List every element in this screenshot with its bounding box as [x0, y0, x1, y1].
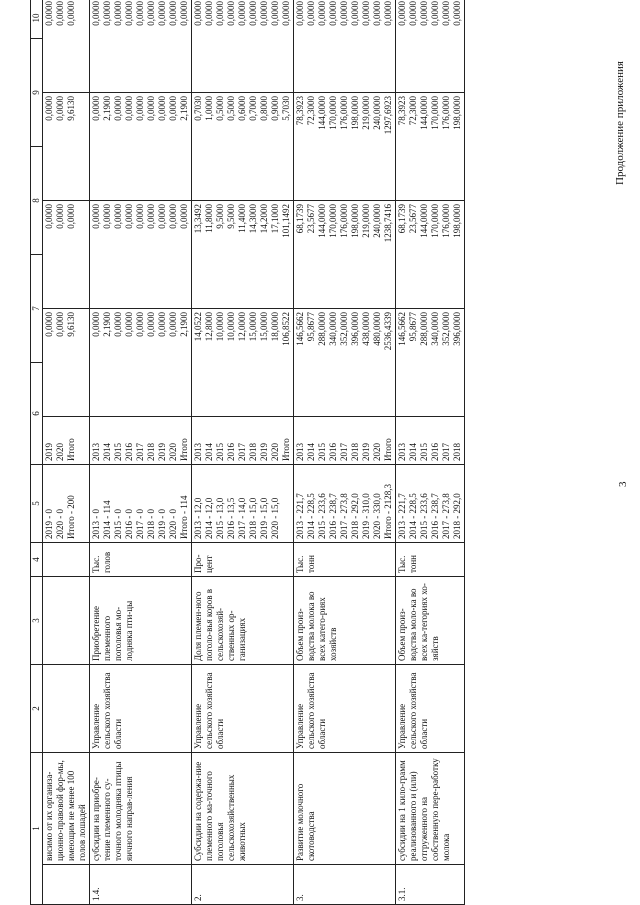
year-value: 2014 [408, 443, 418, 461]
funding-value: 396,0000 [350, 312, 360, 346]
year-value: 2019 [44, 443, 54, 461]
funding-value: 0,0000 [113, 1, 123, 26]
funding-value: 0,0000 [383, 1, 393, 26]
funding-value: 11,8000 [204, 204, 214, 233]
program-table [30, 0, 465, 905]
year-value: 2017 [237, 443, 247, 461]
funding-value: 0,0000 [248, 1, 258, 26]
funding-value: 0,0000 [124, 1, 134, 26]
funding-value: 2,1900 [179, 312, 189, 337]
funding-value: 0,8000 [259, 96, 269, 121]
planned-value: 2015 - 233,6 [419, 493, 429, 539]
funding-value: 480,0000 [372, 312, 382, 346]
year-value: 2019 [259, 443, 269, 461]
funding-value: 68,1739 [295, 204, 305, 234]
funding-value: 0,0000 [44, 1, 54, 26]
year-value: 2020 [55, 443, 65, 461]
funding-value: 10,0000 [215, 312, 225, 342]
table-row [90, 0, 192, 905]
planned-value: 2016 - 238,7 [430, 493, 440, 539]
planned-value: 2014 - 228,5 [408, 493, 418, 539]
year-value: 2016 [430, 443, 440, 461]
planned-values [43, 465, 90, 543]
funding-value: 14,3000 [248, 204, 258, 234]
year-value: 2013 [295, 443, 305, 461]
funding-value: 288,0000 [419, 312, 429, 346]
funding-values-3 [294, 93, 396, 201]
funding-value: 0,0000 [259, 1, 269, 26]
year-value: 2018 [146, 443, 156, 461]
planned-value: 2019 - 310,0 [361, 493, 371, 539]
funding-value: 13,3492 [193, 204, 203, 234]
row-number: 3.1. [396, 865, 465, 905]
year-values [192, 417, 294, 465]
funding-value: 23,5677 [408, 204, 418, 234]
funding-value: 9,5000 [226, 204, 236, 229]
column-header: 9 [31, 39, 43, 147]
planned-value: 2018 - 292,0 [452, 493, 462, 539]
funding-value: 198,0000 [350, 204, 360, 238]
year-value: 2018 [452, 443, 462, 461]
planned-value: 2013 - 221,7 [397, 493, 407, 539]
funding-value: 0,0000 [113, 204, 123, 229]
funding-value: 0,0000 [135, 204, 145, 229]
funding-values-2 [90, 201, 192, 309]
funding-value: 0,0000 [226, 1, 236, 26]
year-value: 2016 [124, 443, 134, 461]
funding-value: 146,5662 [295, 312, 305, 346]
funding-value: 0,0000 [44, 204, 54, 229]
row-unit: Тыс. тонн [396, 543, 465, 577]
funding-value: 10,0000 [226, 312, 236, 342]
column-header: 7 [31, 255, 43, 363]
funding-value: 0,0000 [441, 1, 451, 26]
funding-value: 0,0000 [124, 96, 134, 121]
planned-values [192, 465, 294, 543]
funding-value: 0,0000 [168, 96, 178, 121]
row-indicator: Объем произ-водства моло-ка во всех ка-тегориях хо-зяйств [396, 577, 465, 665]
year-value: 2013 [193, 443, 203, 461]
funding-value: 0,0000 [452, 1, 462, 26]
row-indicator: Доля племен-ного поголо-вья коров в сельскохозяй-ственных ор-ганизациях [192, 577, 294, 665]
funding-value: 198,0000 [350, 96, 360, 130]
row-name: субсидии на 1 кило-грамм реализованного и (или) отгруженного на собственную пере-работку молока [396, 753, 465, 865]
year-value: 2020 [372, 443, 382, 461]
funding-value: 170,0000 [328, 204, 338, 238]
column-header: 10 [31, 0, 43, 39]
funding-value: 72,3000 [306, 96, 316, 126]
funding-value: 78,3923 [295, 96, 305, 126]
funding-value: 0,0000 [102, 204, 112, 229]
row-name: Развитие молочного скотоводства [294, 753, 396, 865]
funding-value: 438,0000 [361, 312, 371, 346]
row-unit: Тыс. голов [90, 543, 192, 577]
year-value: 2016 [328, 443, 338, 461]
funding-value: 0,0000 [215, 1, 225, 26]
funding-value: 396,0000 [452, 312, 462, 346]
funding-values-3 [192, 93, 294, 201]
funding-values-2 [396, 201, 465, 309]
planned-value: 2015 - 233,6 [317, 493, 327, 539]
year-value: 2014 [102, 443, 112, 461]
funding-value: 176,0000 [339, 96, 349, 130]
funding-value: 12,0000 [237, 312, 247, 342]
planned-value: 2016 - 238,7 [328, 493, 338, 539]
funding-values-4 [192, 0, 294, 93]
funding-value: 144,0000 [419, 96, 429, 130]
funding-value: 0,0000 [113, 96, 123, 121]
funding-value: 0,0000 [372, 1, 382, 26]
column-header: 5 [31, 465, 43, 543]
funding-values-2 [192, 201, 294, 309]
funding-values-2 [43, 201, 90, 309]
year-value: 2015 [317, 443, 327, 461]
funding-values-4 [43, 0, 90, 93]
funding-values-4 [294, 0, 396, 93]
funding-value: 0,0000 [44, 312, 54, 337]
year-value: 2015 [113, 443, 123, 461]
funding-value: 0,0000 [430, 1, 440, 26]
planned-value: 2014 - 12,0 [204, 497, 214, 539]
year-values [396, 417, 465, 465]
funding-value: 0,0000 [350, 1, 360, 26]
row-indicator: Объем произ-водства молока во всех катего-риях хозяйств [294, 577, 396, 665]
planned-value: 2020 - 15,0 [270, 497, 280, 539]
funding-value: 68,1739 [397, 204, 407, 234]
funding-value: 0,0000 [408, 1, 418, 26]
table-row [294, 0, 396, 905]
funding-value: 0,0000 [124, 312, 134, 337]
funding-value: 198,0000 [452, 96, 462, 130]
row-indicator [43, 577, 90, 665]
funding-values-2 [294, 201, 396, 309]
year-value: 2015 [419, 443, 429, 461]
planned-value: 2019 - 0 [44, 509, 54, 539]
year-value: 2013 [91, 443, 101, 461]
planned-values [396, 465, 465, 543]
funding-value: 0,0000 [55, 312, 65, 337]
planned-value: Итого - 114 [179, 495, 189, 539]
planned-value: 2018 - 15,0 [248, 497, 258, 539]
planned-value: 2015 - 13,0 [215, 497, 225, 539]
planned-value: 2013 - 12,0 [193, 497, 203, 539]
planned-value: 2014 - 114 [102, 500, 112, 539]
funding-values-1 [90, 309, 192, 417]
year-value: Итого [281, 438, 291, 461]
funding-value: 0,0000 [124, 204, 134, 229]
row-executor: Управление сельского хозяйства области [396, 665, 465, 753]
row-number: 3. [294, 865, 396, 905]
planned-value: Итого - 200 [66, 495, 76, 539]
funding-value: 0,0000 [339, 1, 349, 26]
funding-value: 2,1900 [102, 312, 112, 337]
funding-value: 0,0000 [135, 312, 145, 337]
funding-value: 2536,4339 [383, 312, 393, 351]
planned-value: 2017 - 14,0 [237, 497, 247, 539]
funding-value: 106,8522 [281, 312, 291, 346]
column-header: 6 [31, 363, 43, 465]
funding-value: 2,1900 [179, 96, 189, 121]
row-executor: Управление сельского хозяйства области [294, 665, 396, 753]
funding-value: 0,0000 [113, 312, 123, 337]
continuation-label: Продолжение приложения [614, 61, 626, 185]
funding-value: 14,2000 [259, 204, 269, 234]
row-name: субсидии на приобре-тение племенного су-точного молодняка птицы яичного направ-ления [90, 753, 192, 865]
funding-value: 219,0000 [361, 204, 371, 238]
planned-value: 2013 - 221,7 [295, 493, 305, 539]
row-indicator: Приобретение племенного поголовья мо-лодняка пти-цы [90, 577, 192, 665]
funding-value: 176,0000 [441, 96, 451, 130]
funding-value: 0,0000 [168, 312, 178, 337]
funding-value: 0,0000 [55, 204, 65, 229]
funding-value: 352,0000 [441, 312, 451, 346]
funding-value: 0,0000 [306, 1, 316, 26]
year-value: 2015 [215, 443, 225, 461]
planned-value: 2014 - 228,5 [306, 493, 316, 539]
funding-value: 0,0000 [135, 1, 145, 26]
funding-value: 0,0000 [66, 204, 76, 229]
funding-value: 340,0000 [328, 312, 338, 346]
planned-value: 2013 - 0 [91, 509, 101, 539]
year-value: 2018 [350, 443, 360, 461]
funding-values-1 [294, 309, 396, 417]
funding-value: 219,0000 [361, 96, 371, 130]
funding-value: 0,5000 [215, 96, 225, 121]
funding-value: 0,0000 [295, 1, 305, 26]
row-unit [43, 543, 90, 577]
column-header: 4 [31, 543, 43, 577]
funding-value: 288,0000 [317, 312, 327, 346]
funding-value: 176,0000 [339, 204, 349, 238]
funding-value: 1,0000 [204, 96, 214, 121]
planned-value: 2020 - 0 [168, 509, 178, 539]
planned-value: 2016 - 13,5 [226, 497, 236, 539]
funding-value: 0,0000 [179, 1, 189, 26]
funding-value: 15,0000 [259, 312, 269, 342]
planned-value: 2019 - 15,0 [259, 497, 269, 539]
row-number [43, 865, 90, 905]
funding-value: 0,0000 [157, 1, 167, 26]
funding-value: 0,0000 [168, 204, 178, 229]
year-value: 2014 [204, 443, 214, 461]
planned-value: 2016 - 0 [124, 509, 134, 539]
row-unit: Тыс. тонн [294, 543, 396, 577]
funding-value: 0,0000 [193, 1, 203, 26]
planned-value: 2017 - 273,8 [339, 493, 349, 539]
funding-value: 0,0000 [66, 1, 76, 26]
planned-value: 2017 - 273,8 [441, 493, 451, 539]
funding-value: 0,0000 [146, 1, 156, 26]
year-value: Итого [383, 438, 393, 461]
table-body [43, 0, 465, 905]
year-values [43, 417, 90, 465]
planned-values [90, 465, 192, 543]
year-value: 2019 [361, 443, 371, 461]
funding-value: 0,0000 [55, 96, 65, 121]
funding-values-4 [396, 0, 465, 93]
planned-value: 2017 - 0 [135, 509, 145, 539]
funding-value: 72,3000 [408, 96, 418, 126]
funding-value: 14,0522 [193, 312, 203, 342]
year-value: 2019 [157, 443, 167, 461]
planned-values [294, 465, 396, 543]
table-row [396, 0, 465, 905]
funding-value: 0,0000 [419, 1, 429, 26]
table-row [192, 0, 294, 905]
row-executor [43, 665, 90, 753]
funding-value: 17,1000 [270, 204, 280, 234]
funding-value: 23,5677 [306, 204, 316, 234]
funding-values-3 [90, 93, 192, 201]
funding-value: 0,0000 [317, 1, 327, 26]
funding-value: 170,0000 [430, 96, 440, 130]
funding-value: 146,5662 [397, 312, 407, 346]
page-number: 3 [617, 481, 629, 487]
funding-value: 0,7030 [193, 96, 203, 121]
funding-value: 144,0000 [317, 204, 327, 238]
year-value: 2017 [339, 443, 349, 461]
funding-value: 0,0000 [157, 96, 167, 121]
planned-value: 2018 - 0 [146, 509, 156, 539]
funding-value: 9,6130 [66, 96, 76, 121]
funding-value: 18,0000 [270, 312, 280, 342]
funding-value: 0,0000 [361, 1, 371, 26]
funding-value: 0,0000 [281, 1, 291, 26]
year-value: Итого [66, 438, 76, 461]
year-value: 2020 [270, 443, 280, 461]
funding-value: 0,0000 [204, 1, 214, 26]
funding-value: 0,5000 [226, 96, 236, 121]
funding-value: 340,0000 [430, 312, 440, 346]
planned-value: 2020 - 0 [55, 509, 65, 539]
funding-value: 95,8677 [306, 312, 316, 342]
funding-value: 0,0000 [135, 96, 145, 121]
funding-value: 0,0000 [146, 96, 156, 121]
row-name: Субсидии на содержа-ние племенного ма-точного поголовья сельскохозяйственных животных [192, 753, 294, 865]
funding-values-3 [396, 93, 465, 201]
funding-value: 170,0000 [328, 96, 338, 130]
funding-value: 0,0000 [157, 312, 167, 337]
funding-value: 95,8677 [408, 312, 418, 342]
funding-value: 0,0000 [270, 1, 280, 26]
funding-value: 101,1492 [281, 204, 291, 238]
funding-value: 9,5000 [215, 204, 225, 229]
funding-value: 0,0000 [55, 1, 65, 26]
funding-values-4 [90, 0, 192, 93]
year-value: 2018 [248, 443, 258, 461]
funding-value: 0,0000 [397, 1, 407, 26]
planned-value: Итого - 2128,3 [383, 483, 393, 539]
funding-value: 0,0000 [237, 1, 247, 26]
year-value: Итого [179, 438, 189, 461]
funding-value: 0,0000 [91, 312, 101, 337]
row-executor: Управление сельского хозяйства области [192, 665, 294, 753]
column-header: 3 [31, 577, 43, 665]
funding-value: 144,0000 [419, 204, 429, 238]
year-value: 2020 [168, 443, 178, 461]
row-number: 1.4. [90, 865, 192, 905]
planned-value: 2020 - 330,0 [372, 493, 382, 539]
year-value: 2014 [306, 443, 316, 461]
funding-value: 5,7030 [281, 96, 291, 121]
funding-value: 0,0000 [179, 204, 189, 229]
column-header: 8 [31, 147, 43, 255]
year-value: 2013 [397, 443, 407, 461]
funding-value: 170,0000 [430, 204, 440, 238]
funding-value: 352,0000 [339, 312, 349, 346]
funding-value: 78,3923 [397, 96, 407, 126]
funding-value: 0,0000 [328, 1, 338, 26]
row-executor: Управление сельского хозяйства области [90, 665, 192, 753]
funding-values-1 [192, 309, 294, 417]
year-value: 2016 [226, 443, 236, 461]
funding-value: 0,0000 [91, 204, 101, 229]
funding-value: 2,1900 [102, 96, 112, 121]
funding-value: 0,0000 [168, 1, 178, 26]
funding-values-3 [43, 93, 90, 201]
funding-value: 11,4000 [237, 204, 247, 233]
funding-value: 240,0000 [372, 96, 382, 130]
row-name: висимо от их организа-ционно-правовой фор-мы, имеющим не менее 100 голов лошадей [43, 753, 90, 865]
year-value: 2017 [135, 443, 145, 461]
year-values [90, 417, 192, 465]
row-unit: Про-цент [192, 543, 294, 577]
funding-value: 0,9000 [270, 96, 280, 121]
row-number: 2. [192, 865, 294, 905]
funding-value: 1297,6923 [383, 96, 393, 135]
funding-value: 198,0000 [452, 204, 462, 238]
table-header [31, 0, 43, 905]
funding-value: 0,0000 [146, 204, 156, 229]
planned-value: 2019 - 0 [157, 509, 167, 539]
funding-value: 0,0000 [146, 312, 156, 337]
column-header: 1 [31, 753, 43, 905]
funding-value: 1238,7416 [383, 204, 393, 243]
funding-value: 144,0000 [317, 96, 327, 130]
year-value: 2017 [441, 443, 451, 461]
funding-value: 0,0000 [157, 204, 167, 229]
funding-value: 0,6000 [237, 96, 247, 121]
funding-values-1 [43, 309, 90, 417]
planned-value: 2015 - 0 [113, 509, 123, 539]
funding-value: 0,0000 [91, 1, 101, 26]
column-header: 2 [31, 665, 43, 753]
funding-value: 240,0000 [372, 204, 382, 238]
funding-values-1 [396, 309, 465, 417]
planned-value: 2018 - 292,0 [350, 493, 360, 539]
funding-value: 15,0000 [248, 312, 258, 342]
funding-value: 9,6130 [66, 312, 76, 337]
funding-value: 0,0000 [91, 96, 101, 121]
year-values [294, 417, 396, 465]
funding-value: 0,0000 [44, 96, 54, 121]
funding-value: 12,8000 [204, 312, 214, 342]
table-row [43, 0, 90, 905]
funding-value: 0,7000 [248, 96, 258, 121]
funding-value: 176,0000 [441, 204, 451, 238]
funding-value: 0,0000 [102, 1, 112, 26]
